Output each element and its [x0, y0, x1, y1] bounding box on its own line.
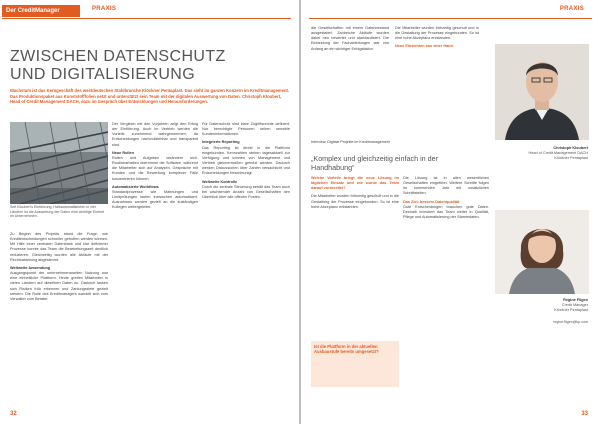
col3-subhead: Integrierte Reporting	[202, 140, 240, 145]
right-col-a2-paragraph: Die Mitarbeiter wurden frühzeitig geschult und in die Gestaltung der Prozesse eingebunden. So ist eine hohe Akzeptanz entstanden.	[395, 26, 479, 41]
col2-subhead-2: Automatisierte Workflows	[112, 184, 159, 189]
answer-2: Die Lösung ist in allen wesentlichen Gesellschaften eingeführt. Weitere Schritte folgen im kommenden Jahr mit zusätzlichen Schnittstellen.	[403, 176, 489, 196]
portrait-man-caption	[528, 146, 588, 160]
person1-company: Klöckner Pentaplast	[554, 155, 588, 160]
greenhouse-photo-illustration	[10, 122, 108, 204]
person1-role: Head of Credit Management DACH	[528, 150, 588, 155]
person1-name: Christoph Kloubert	[553, 146, 588, 150]
contact-email: regine.filgen@kp.com	[553, 320, 588, 324]
article-column-3	[202, 122, 290, 400]
category-tag: Der CreditManager	[2, 5, 80, 17]
col1-paragraph: Zu Beginn des Projekts stand die Frage, wie Kreditentscheidungen schneller getroffen werden können. Mit Hilfe einer zentralen Datenbank und klar definierter Prozesse konnte das Team die Bearbeitungszeit deutlich reduzieren. Gleichzeitig wurden alle Abläufe mit der Rechtsabteilung abgestimmt.	[10, 232, 108, 262]
col2-paragraph-3: Standardprozesse wie Mahnungen und Limitprüfungen laufen inzwischen automatisiert. Ausnahmen werden gezielt an die zuständigen Kollegen weitergeleitet.	[112, 189, 198, 210]
right-page	[301, 0, 600, 424]
section-label-right: PRAXIS	[559, 6, 584, 12]
right-col-a-paragraph: die Gesellschaften mit einem Datenbestand ausgestattet. Zahlreiche Abläufe wurden dabei neu bewertet und standardisiert. Die Einbindung der Fachabteilungen war von Anfang an ein wichtiger Erfolgsfaktor.	[311, 26, 389, 51]
interviewer-line	[311, 140, 481, 148]
page-number-left: 32	[10, 411, 17, 417]
right-column-b	[311, 176, 399, 336]
section-label-left: PRAXIS	[92, 6, 117, 12]
article-title	[10, 48, 226, 84]
left-page	[0, 0, 299, 424]
article-column-2	[112, 122, 198, 400]
interviewer-text: Interview: Digitale Projekte im Kreditmanagement	[311, 140, 390, 144]
portrait-man	[495, 44, 589, 140]
person2-company: Klöckner Pentaplast	[554, 307, 588, 312]
col2-paragraph-2: Rollen und Aufgaben verändern sich. Routinearbeiten übernimmt die Software, während die Mitarbeiter sich auf Analysen, Gespräche mit Kunden und die Bewertung komplexer Fälle konzentrieren können.	[112, 155, 198, 181]
greenhouse-photo	[10, 122, 108, 204]
col3-paragraph-2: Das Reporting ist direkt in die Plattform eingebunden. Kennzahlen stehen tagesaktuell zur Verfügung und können von Management und Vertrieb gleichermaßen genutzt werden. Dadurch werden Diskussionen über Zahlen versachlicht und Entscheidungen beschleunigt.	[202, 145, 290, 176]
page-number-right: 33	[581, 411, 588, 417]
right-column-a2	[395, 26, 479, 142]
article-lead: Wachstum ist das Kerngeschäft des westdeutschen Stahlbranche Klöckner Pentaplast. Das sieht im ganzen Konzern im Kreditmanagement. Das Produktionspaket aus Kunststofffolien setzt und unterstützt sein Team mit der digitalen Auswertung von Daten. Christoph Kloubert, Head of Credit Management DACH, dazu im Gespräch über Entwicklungen und Herausforderungen.	[10, 88, 290, 105]
col2-subhead: Neue Rollen	[112, 150, 134, 155]
pull-quote: „Komplex und gleichzeitig einfach in der Handhabung“	[311, 154, 439, 172]
portrait-man-image	[495, 44, 589, 140]
top-rule	[2, 18, 291, 19]
highlight-question-box: Ist die Plattform in der aktuellen Ausbaustufe bereits umgesetzt?	[311, 341, 399, 387]
right-col-c-subhead: Das Ziel: bessere Datenqualität	[403, 199, 460, 204]
right-column-c	[403, 176, 489, 400]
col3-paragraph-3: Durch die zentrale Steuerung behält das Team auch bei wachsender Anzahl von Gesellschaften den Überblick über alle offenen Posten.	[202, 184, 290, 200]
col2-paragraph: Der Vergleich mit den Vorjahren zeigt den Erfolg der Einführung. Auch im Vertrieb werden die Vorteile zunehmend wahrgenommen, da Entscheidungen nachvollziehbar und transparent sind.	[112, 122, 198, 147]
col3-subhead-2: Weltweite Kontrolle	[202, 179, 238, 184]
col3-paragraph: Für Datenschutz sind klare Zugriffsrechte definiert. Nur berechtigte Personen sehen sensible Kundeninformationen.	[202, 122, 290, 137]
right-col-a-quote: Neue Einsichten aus einer Hand.	[395, 44, 454, 49]
title-line-1: ZWISCHEN DATENSCHUTZ	[10, 48, 226, 65]
person2-role: Credit Manager	[561, 302, 588, 307]
answer-3: Gute Entscheidungen brauchen gute Daten. Deshalb investiert das Team weiter in Qualität, Pflege und Automatisierung der Stammdaten.	[403, 204, 489, 220]
portrait-woman-image	[495, 210, 589, 294]
person2-name: Regine Filgen	[563, 298, 588, 302]
question-1: Welche Vorteile bringt die neue Lösung im täglichen Einsatz und wie wurde das Team darauf vorbereitet?	[311, 176, 399, 191]
top-rule-right	[309, 18, 592, 19]
article-column-1	[10, 232, 108, 398]
photo-caption: Seit Kloubert's Einführung, Halbautomatisierten in vier Ländern ist die Auswertung der Daten eine wichtige Einheit im Unternehmen.	[10, 205, 104, 219]
right-column-a	[311, 26, 389, 142]
portrait-woman-caption	[554, 298, 588, 312]
portrait-woman	[495, 210, 589, 294]
col1-paragraph-2: Ausgangspunkt der unternehmensweiten Nutzung war eine einheitliche Plattform. Heute greifen Mitarbeiter in vielen Ländern auf dieselben Daten zu. Dadurch lassen sich Risiken früh erkennen und Zahlungsziele gezielt steuern. Die Rolle des Kreditmanagers wandelt sich vom Verwalter zum Berater.	[10, 271, 108, 301]
answer-1: Die Mitarbeiter wurden frühzeitig geschult und in die Gestaltung der Prozesse eingebunden. So ist eine hohe Akzeptanz entstanden.	[311, 194, 399, 209]
title-line-2: UND DIGITALISIERUNG	[10, 66, 196, 83]
col1-subhead: Weltweite Anwendung	[10, 265, 51, 270]
